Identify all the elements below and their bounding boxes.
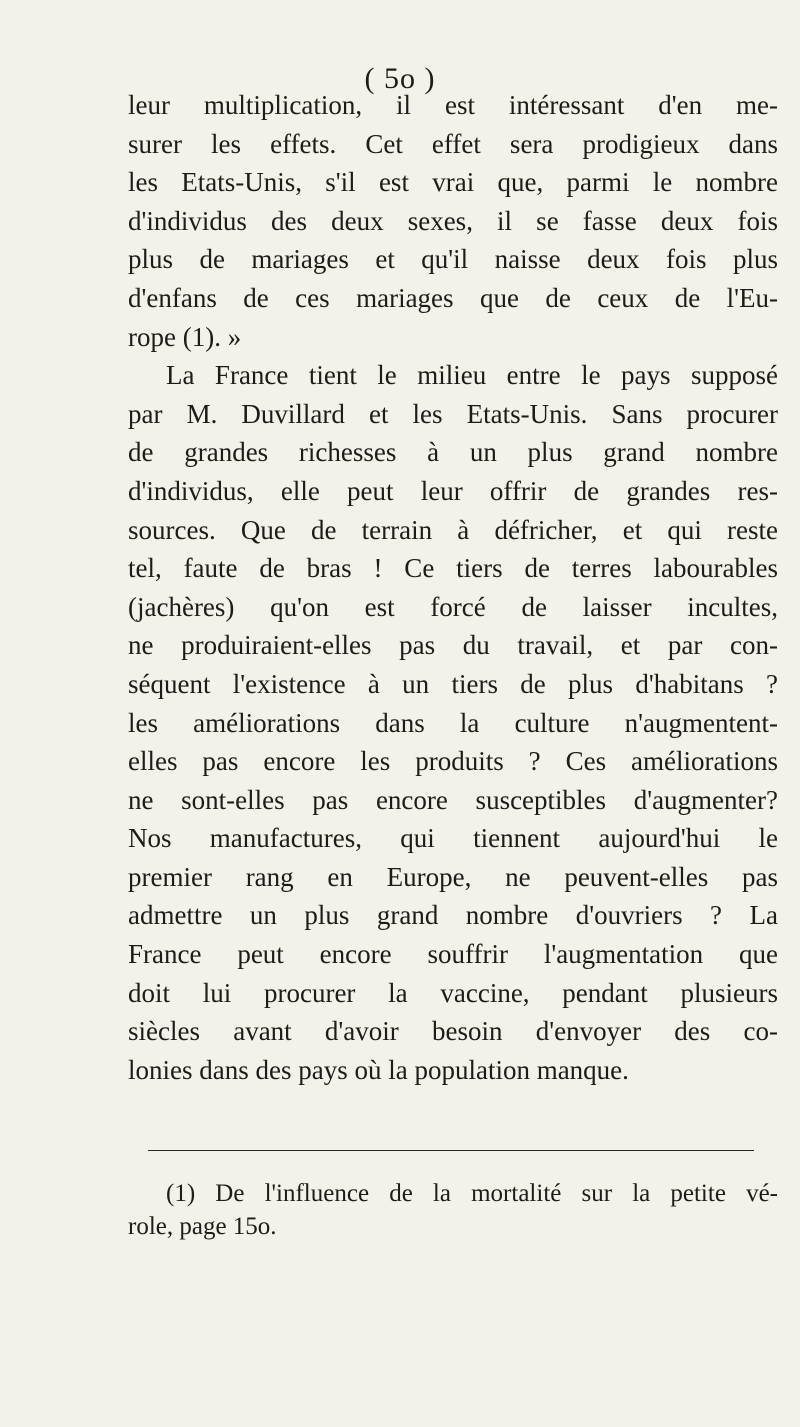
footnote-divider bbox=[148, 1150, 754, 1151]
text-line: elles pas encore les produits ? Ces améliorations bbox=[128, 746, 778, 777]
text-line: lonies dans des pays où la population manque. bbox=[128, 1054, 629, 1085]
text-line: doit lui procurer la vaccine, pendant plusieurs bbox=[128, 977, 778, 1008]
paragraph-start-line: La France tient le milieu entre le pays supposé bbox=[166, 360, 778, 391]
text-line: d'individus, elle peut leur offrir de grandes res- bbox=[128, 475, 778, 506]
text-line: séquent l'existence à un tiers de plus d'habitans ? bbox=[128, 668, 778, 699]
text-line: ne sont-elles pas encore susceptibles d'augmenter? bbox=[128, 784, 778, 815]
text-line: ne produiraient-elles pas du travail, et par con- bbox=[128, 630, 778, 661]
text-line: les Etats-Unis, s'il est vrai que, parmi le nombre bbox=[128, 167, 778, 198]
text-line: plus de mariages et qu'il naisse deux fois plus bbox=[128, 244, 778, 275]
text-line: admettre un plus grand nombre d'ouvriers ? La bbox=[128, 900, 778, 931]
text-line: d'individus des deux sexes, il se fasse deux fois bbox=[128, 205, 778, 236]
text-line: (jachères) qu'on est forcé de laisser incultes, bbox=[128, 591, 778, 622]
text-line: siècles avant d'avoir besoin d'envoyer des co- bbox=[128, 1016, 778, 1047]
text-line: France peut encore souffrir l'augmentation que bbox=[128, 939, 778, 970]
text-line: surer les effets. Cet effet sera prodigieux dans bbox=[128, 128, 778, 159]
text-line: les améliorations dans la culture n'augmentent- bbox=[128, 707, 778, 738]
footnote bbox=[128, 1177, 778, 1243]
text-line: d'enfans de ces mariages que de ceux de l'Eu- bbox=[128, 282, 778, 313]
text-line: tel, faute de bras ! Ce tiers de terres labourables bbox=[128, 553, 778, 584]
text-line: sources. Que de terrain à défricher, et qui reste bbox=[128, 514, 778, 545]
text-line: premier rang en Europe, ne peuvent-elles pas bbox=[128, 861, 778, 892]
text-line: de grandes richesses à un plus grand nombre bbox=[128, 437, 778, 468]
page-number: ( 5o ) bbox=[364, 62, 436, 95]
text-line: rope (1). » bbox=[128, 321, 242, 352]
body-text bbox=[128, 86, 778, 1089]
text-line: par M. Duvillard et les Etats-Unis. Sans procurer bbox=[128, 398, 778, 429]
footnote-line: role, page 15o. bbox=[128, 1213, 277, 1240]
text-line: Nos manufactures, qui tiennent aujourd'hui le bbox=[128, 823, 778, 854]
footnote-line: (1) De l'influence de la mortalité sur la petite vé- bbox=[166, 1180, 778, 1207]
text-line: leur multiplication, il est intéressant d'en me- bbox=[128, 90, 778, 120]
